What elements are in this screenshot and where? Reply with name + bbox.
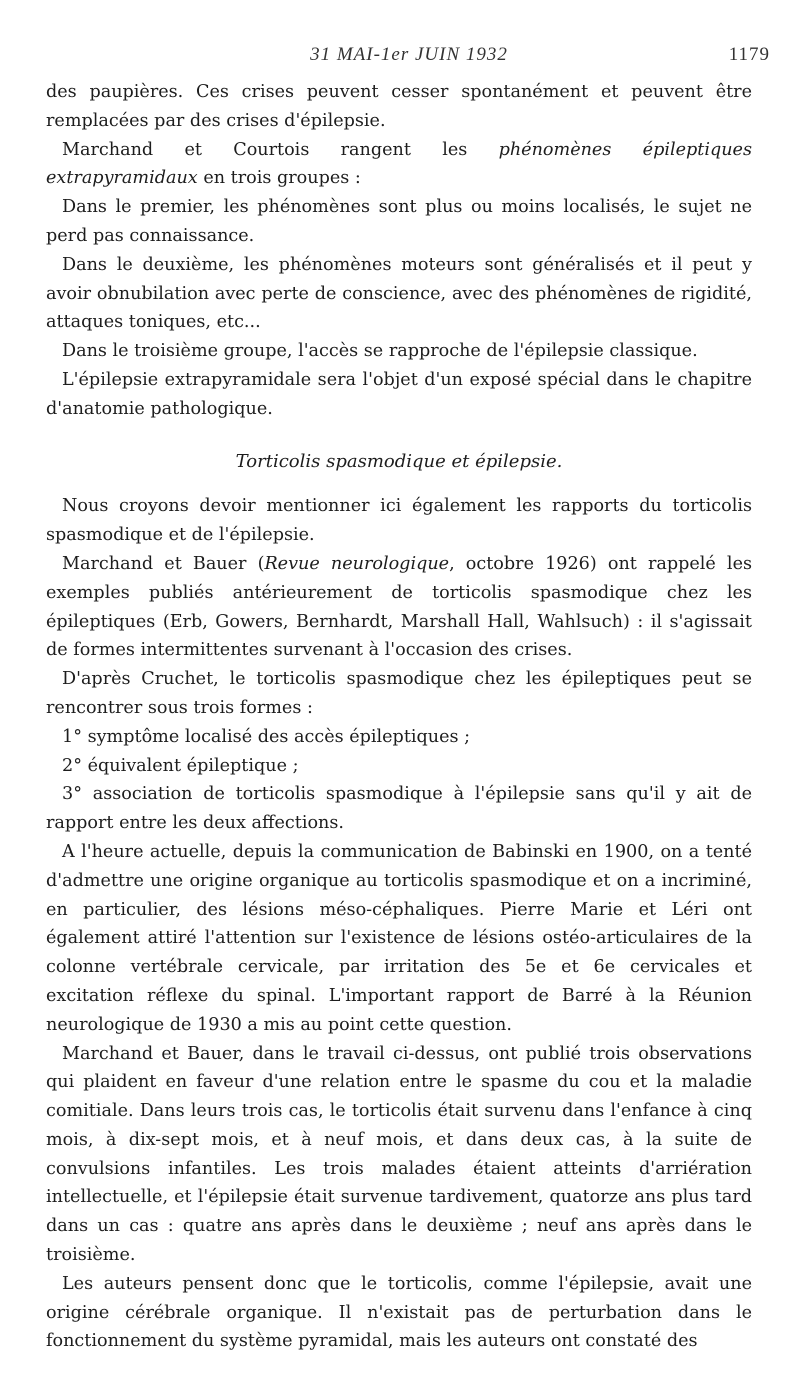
- paragraph: A l'heure actuelle, depuis la communication de Babinski en 1900, on a tenté d'admettre une origine organique au torticolis spasmodique et on a incriminé, en particulier, des lésions méso-céphaliques. Pierre Marie et Léri ont également attiré l'attention sur l'existence de lésions ostéo-articulaires de la colonne vertébrale cervicale, par irritation des 5e et 6e cervicales et excitation réflexe du spinal. L'important rapport de Barré à la Réunion neurologique de 1930 a mis au point cette question.: [46, 841, 752, 1035]
- emphasis: Revue neurologique: [264, 553, 450, 574]
- list-item: 1° symptôme localisé des accès épileptiques ;: [62, 726, 471, 747]
- section-title: Torticolis spasmodique et épilepsie.: [235, 450, 563, 472]
- list-item: 2° équivalent épileptique ;: [62, 755, 299, 776]
- paragraph: des paupières. Ces crises peuvent cesser spontanément et peuvent être remplacées par des crises d'épilepsie.: [46, 82, 752, 131]
- list-item: 3° association de torticolis spasmodique à l'épilepsie sans qu'il y ait de rapport entre les deux affections.: [46, 784, 752, 834]
- paragraph: L'épilepsie extrapyramidale sera l'objet d'un exposé spécial dans le chapitre d'anatomie pathologique.: [46, 369, 752, 419]
- paragraph: Dans le troisième groupe, l'accès se rapproche de l'épilepsie classique.: [62, 341, 698, 362]
- paragraph: Marchand et Bauer (Revue neurologique, octobre 1926) ont rappelé les exemples publiés antérieurement de torticolis spasmodique chez les épileptiques (Erb, Gowers, Bernhardt, Marshall Hall, Wahlsuch) : il s'agissait de formes intermittentes survenant à l'occasion des crises.: [46, 553, 753, 661]
- page-number: 1179: [728, 44, 770, 65]
- paragraph: Marchand et Bauer, dans le travail ci-dessus, ont publié trois observations qui plaident en faveur d'une relation entre le spasme du cou et la maladie comitiale. Dans leurs trois cas, le torticolis était survenu dans l'enfance à cinq mois, à dix-sept mois, et à neuf mois, et dans deux cas, à la suite de convulsions infantiles. Les trois malades étaient atteints d'arriération intellectuelle, et l'épilepsie était survenue tardivement, quatorze ans plus tard dans un cas : quatre ans après dans le deuxième ; neuf ans après dans le troisième.: [46, 1043, 752, 1266]
- paragraph: Dans le premier, les phénomènes sont plus ou moins localisés, le sujet ne perd pas connaissance.: [46, 197, 752, 246]
- paragraph: Nous croyons devoir mentionner ici également les rapports du torticolis spasmodique et de l'épilepsie.: [46, 496, 752, 546]
- body-text: [46, 78, 752, 1356]
- page-header: [48, 44, 770, 72]
- paragraph: D'après Cruchet, le torticolis spasmodique chez les épileptiques peut se rencontrer sous trois formes :: [46, 669, 752, 718]
- emphasis: phénomènes épileptiques extrapyramidaux: [46, 139, 752, 189]
- paragraph: Dans le deuxième, les phénomènes moteurs sont généralisés et il peut y avoir obnubilation avec perte de conscience, avec des phénomènes de rigidité, attaques toniques, etc...: [46, 254, 752, 333]
- paragraph: Marchand et Courtois rangent les phénomènes épileptiques extrapyramidaux en trois groupes :: [46, 139, 752, 189]
- running-head: 31 MAI-1er JUIN 1932: [310, 44, 508, 65]
- paragraph: Les auteurs pensent donc que le torticolis, comme l'épilepsie, avait une origine cérébrale organique. Il n'existait pas de perturbation dans le fonctionnement du système pyramidal, mais les auteurs ont constaté des: [46, 1273, 752, 1352]
